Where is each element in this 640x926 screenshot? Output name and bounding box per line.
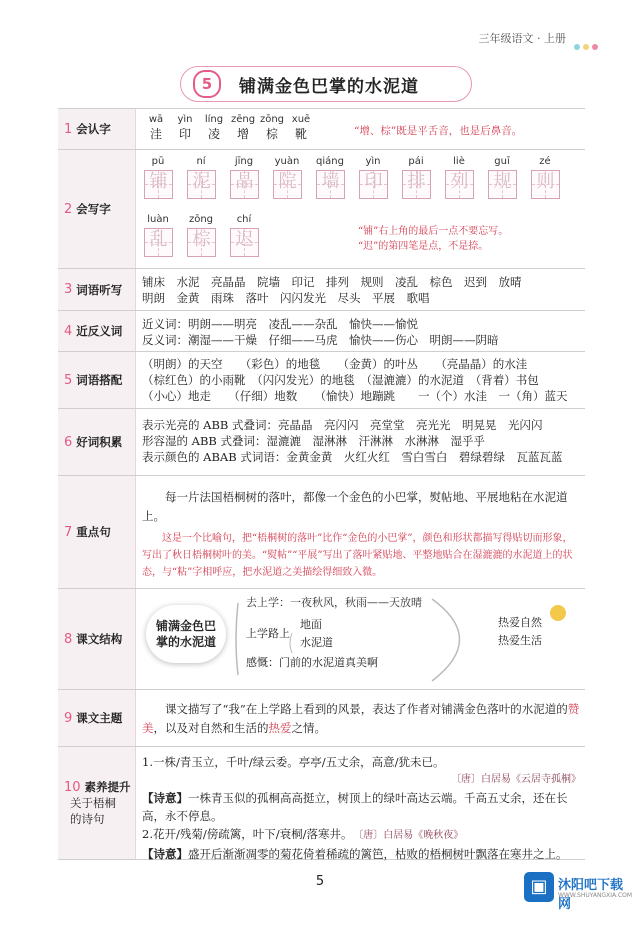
pinyin-label: pái — [408, 156, 424, 167]
key-sentence-note: 这是一个比喻句，把“梧桐树的落叶”比作“金色的小巴掌”，颜色和形状都描写得贴切而形象，写出了秋日梧桐树叶的美。“熨帖”“平展”写出了落叶紧贴地、平整地贴合在湿漉漉的水泥道上的状态，与“粘”字相呼应，把水泥道之美描绘得细致入微。 — [142, 533, 573, 578]
writing-grid: 棕 — [187, 228, 216, 257]
pinyin-label: qiáng — [316, 156, 344, 167]
pinyin-label: zōng — [259, 114, 285, 125]
writing-grid: 则 — [531, 170, 560, 199]
structure-center: 铺满金色巴掌的水泥道 — [146, 605, 226, 663]
pinyin-label: luàn — [147, 214, 169, 225]
pinyin-label: chí — [236, 214, 252, 225]
pinyin-label: ní — [196, 156, 206, 167]
section-dictation: 3 词语听写 铺床 水泥 亮晶晶 院墙 印记 排列 规则 凌乱 棕色 迟到 放晴 明朗 金黄 雨珠 落叶 闪闪发光 尽头 平展 歌唱 — [58, 269, 585, 311]
writing-grid: 印 — [359, 170, 388, 199]
section-good-words: 6 好词积累 表示光亮的 ABB 式叠词：亮晶晶 亮闪闪 亮堂堂 亮光光 明晃晃 光闪闪 形容湿的 ABB 式叠词：湿漉漉 湿淋淋 汗淋淋 水淋淋 湿乎乎 表示颜色的 ABAB 式词语：金黄金黄 火红火红 雪白雪白 碧绿碧绿 瓦蓝瓦蓝 — [58, 409, 585, 476]
section-write: 2 会写字 “铺”右上角的最后一点不要忘写。 “迟”的第四笔是点，不是捺。 pū 铺 ní 泥 jīng 晶 yuàn 院 qiáng 墙 yìn 印 pái 排 liè 列 guī 规 zé 则 luàn 乱 zōng 棕 chí 迟 — [58, 150, 585, 269]
writing-grid: 晶 — [230, 170, 259, 199]
section-structure: 8 课文结构 铺满金色巴掌的水泥道 去上学：一夜秋风，秋雨——天放晴 上学路上 地面 水泥道 感慨：门前的水泥道真美啊 热爱自然 热爱生活 — [58, 589, 585, 690]
character: 增 — [236, 127, 249, 141]
pinyin-label: zēng — [230, 114, 256, 125]
character: 棕 — [265, 127, 278, 141]
pinyin-label: zé — [539, 156, 551, 167]
section-recognize: 1 会认字 “增、棕”既是平舌音，也是后鼻音。 wā 洼 yìn 印 líng 凌 zēng 增 zōng 棕 xuē 靴 — [58, 108, 585, 150]
page-number: 5 — [315, 874, 325, 889]
character: 靴 — [294, 127, 307, 141]
top-bar — [0, 0, 640, 48]
write-notes: “铺”右上角的最后一点不要忘写。 “迟”的第四笔是点，不是捺。 — [358, 226, 509, 252]
section-key-sentence: 7 重点句 每一片法国梧桐树的落叶，都像一个金色的小巴掌，熨帖地、平展地粘在水泥道上。 这是一个比喻句，把“梧桐树的落叶”比作“金色的小巴掌”，颜色和形状都描写得贴切而形象，写出了秋日梧桐树叶的美。“熨帖”“平展”写出了落叶紧贴地、平整地贴合在湿漉漉的水泥道上的状态，与“粘”字相呼应，把水泥道之美描绘得细致入微。 — [58, 476, 585, 589]
watermark: ▣ 沐阳吧下载网 WWW.SHUYANGXIA.COM — [524, 868, 634, 908]
decor-dots — [571, 35, 598, 54]
key-sentence: 每一片法国梧桐树的落叶，都像一个金色的小巴掌，熨帖地、平展地粘在水泥道上。 — [142, 490, 568, 523]
writing-grid: 列 — [445, 170, 474, 199]
writing-grid: 泥 — [187, 170, 216, 199]
book-header: 三年级语文 · 上册 — [478, 32, 566, 45]
lesson-title-text: 铺满金色巴掌的水泥道 — [239, 76, 419, 97]
pinyin-label: xuē — [291, 114, 311, 125]
pinyin-label: wā — [148, 114, 164, 125]
recognize-note: “增、棕”既是平舌音，也是后鼻音。 — [354, 125, 523, 137]
writing-grid: 乱 — [144, 228, 173, 257]
writing-grid: 迟 — [230, 228, 259, 257]
study-table — [58, 108, 585, 860]
section-collocation: 5 词语搭配 （明朗）的天空 （彩色）的地毯 （金黄）的叶丛 （亮晶晶）的水洼 （棕红色）的小雨靴 （闪闪发光）的地毯 （湿漉漉）的水泥道 （背着）书包 （小心）地走 （仔细）地数 （愉快）地蹦跳 一（个）水洼 一（角）蓝天 — [58, 352, 585, 409]
lesson-title — [180, 66, 472, 102]
writing-grid: 铺 — [144, 170, 173, 199]
character: 洼 — [149, 127, 162, 141]
pinyin-label: jīng — [234, 156, 254, 167]
writing-grid: 规 — [488, 170, 517, 199]
writing-grid: 院 — [273, 170, 302, 199]
section-theme: 9 课文主题 课文描写了“我”在上学路上看到的风景，表达了作者对铺满金色落叶的水泥道的赞美，以及对自然和生活的热爱之情。 — [58, 690, 585, 747]
writing-grid: 排 — [402, 170, 431, 199]
pinyin-label: zōng — [188, 214, 214, 225]
section-synonyms: 4 近反义词 近义词：明朗——明亮 凌乱——杂乱 愉快——愉悦 反义词：潮湿——干燥 仔细——马虎 愉快——伤心 明朗——阴暗 — [58, 311, 585, 352]
pinyin-label: yìn — [365, 156, 381, 167]
pinyin-label: liè — [453, 156, 465, 167]
section-poems: 10 素养提升 关于梧桐 的诗句 1.一株/青玉立，千叶/绿云委。亭亭/五丈余，高意/犹未已。 〔唐〕白居易《云居寺孤桐》 【诗意】一株青玉似的孤桐高高挺立，树顶上的绿叶高达云端。千高五丈余，还在长高，永不停息。 2.花开/残菊/傍疏篱，叶下/衰桐/落寒井。 〔唐〕白居易《晚秋夜》 【诗意】盛开后渐渐凋零的菊花倚着稀疏的篱笆，枯败的梧桐树叶飘落在寒井之上。 — [58, 747, 585, 860]
character: 凌 — [207, 127, 220, 141]
pinyin-label: pū — [151, 156, 165, 167]
character: 印 — [178, 127, 191, 141]
pinyin-label: yuàn — [274, 156, 300, 167]
pinyin-label: guī — [494, 156, 510, 167]
pinyin-label: líng — [204, 114, 224, 125]
download-icon: ▣ — [524, 872, 554, 902]
lesson-number: 5 — [193, 70, 221, 98]
pinyin-label: yìn — [177, 114, 193, 125]
writing-grid: 墙 — [316, 170, 345, 199]
